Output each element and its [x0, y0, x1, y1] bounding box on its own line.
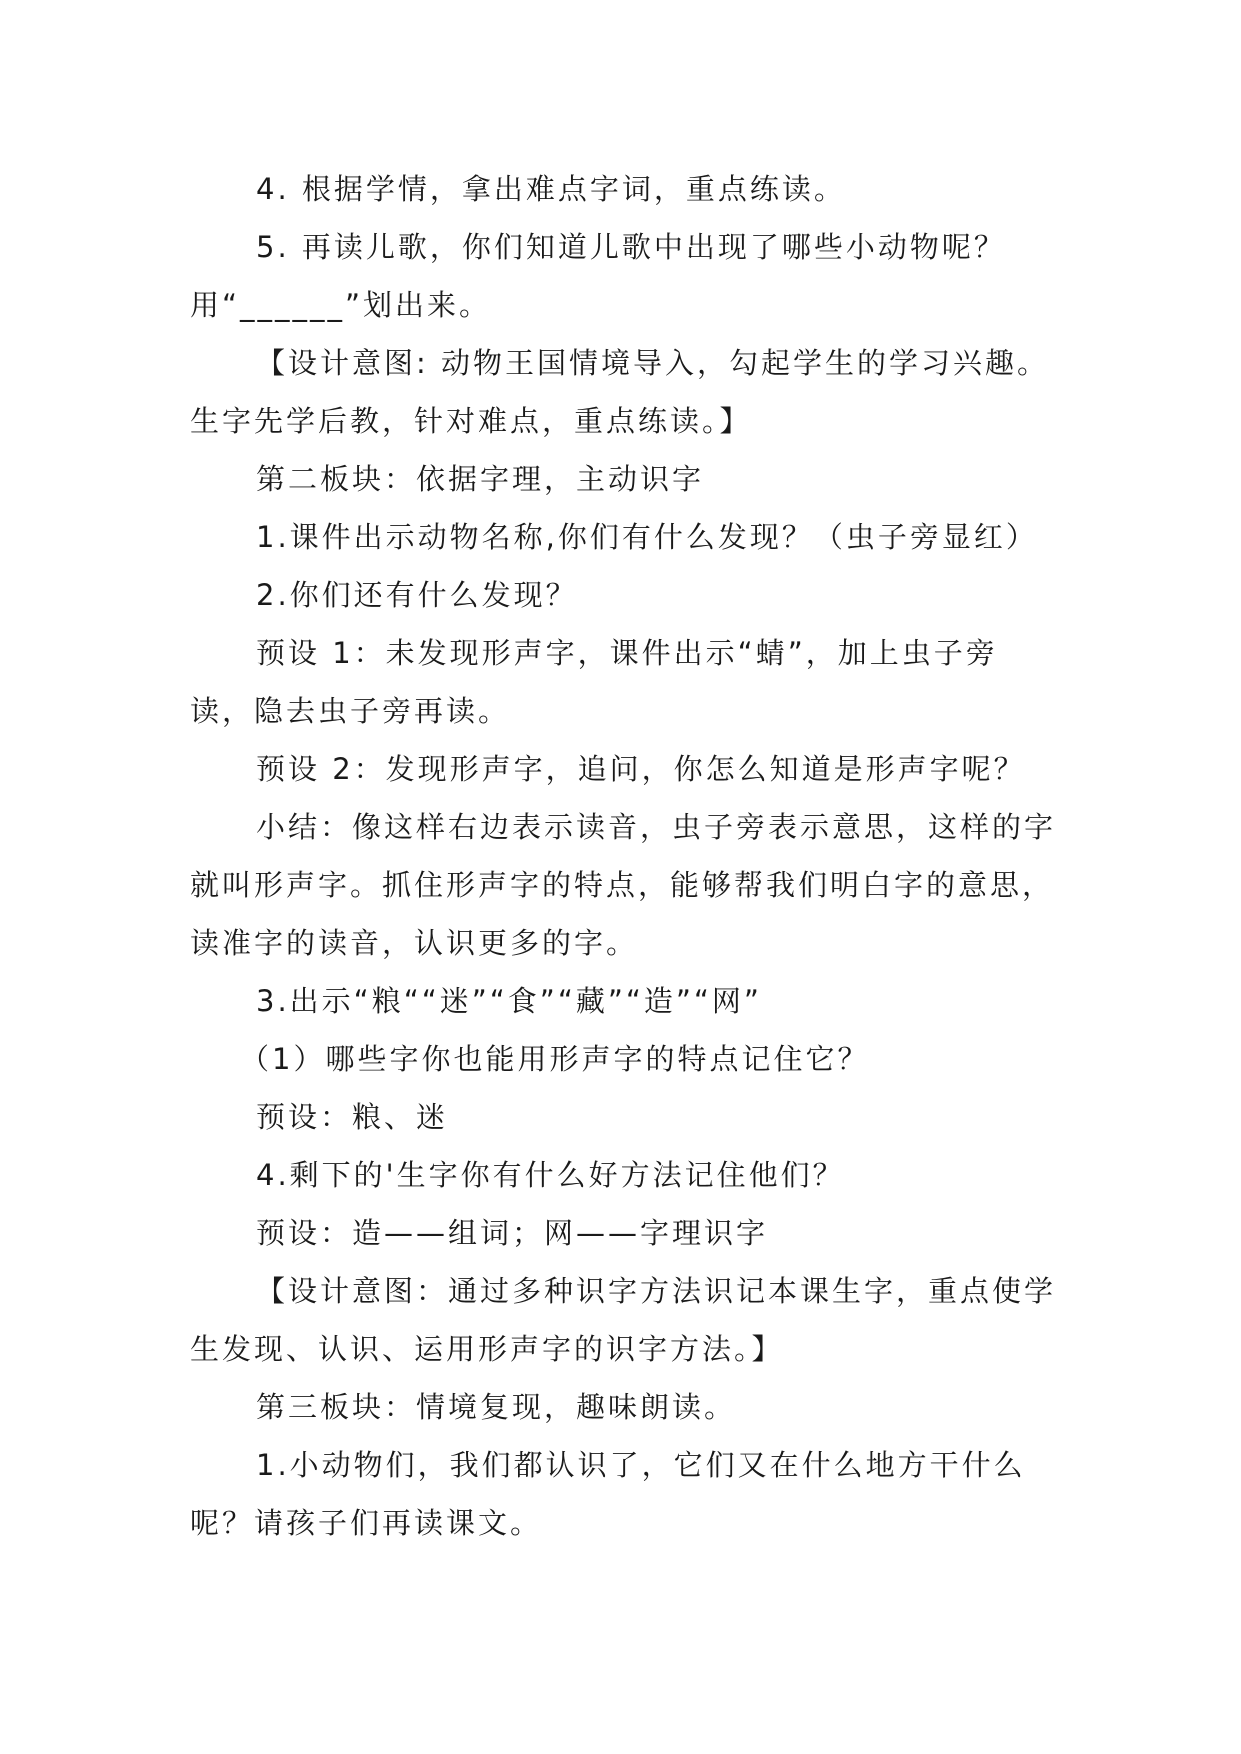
design-intent-1: 【设计意图: 动物王国情境导入，勾起学生的学习兴趣。生字先学后教，针对难点，重点练读。】 — [190, 346, 1049, 438]
section-2-step-3: 3.出示“粮““迷”“食”“藏”“造”“网” — [256, 984, 762, 1018]
section-3-heading: 第三板块：情境复现，趣味朗读。 — [256, 1390, 737, 1424]
section-2-step-2: 2.你们还有什么发现？ — [256, 578, 578, 612]
section-2-step-1: 1.课件出示动物名称,你们有什么发现？（虫子旁显红） — [256, 520, 1038, 554]
document-body — [190, 160, 1060, 1552]
preset-answer-2: 预设：造——组词；网——字理识字 — [256, 1216, 769, 1250]
preset-answer-1: 预设：粮、迷 — [256, 1100, 449, 1134]
step-4-paragraph: 4. 根据学情，拿出难点字词，重点练读。 — [256, 172, 846, 206]
design-intent-2: 【设计意图：通过多种识字方法识记本课生字，重点使学生发现、认识、运用形声字的识字方法。】 — [190, 1274, 1057, 1366]
summary-paragraph: 小结：像这样右边表示读音，虫子旁表示意思，这样的字就叫形声字。抓住形声字的特点，能够帮我们明白字的意思，读准字的读音，认识更多的字。 — [190, 810, 1057, 960]
preset-2-paragraph: 预设 2：发现形声字，追问，你怎么知道是形声字呢？ — [256, 752, 1026, 786]
sub-question-1: （1）哪些字你也能用形声字的特点记住它？ — [240, 1042, 870, 1076]
section-3-step-1: 1.小动物们，我们都认识了，它们又在什么地方干什么呢？请孩子们再读课文。 — [190, 1448, 1026, 1540]
step-5-paragraph: 5. 再读儿歌，你们知道儿歌中出现了哪些小动物呢？用“______”划出来。 — [190, 230, 1006, 322]
section-2-heading: 第二板块：依据字理，主动识字 — [256, 462, 705, 496]
preset-1-paragraph: 预设 1：未发现形声字，课件出示“蜻”，加上虫子旁读，隐去虫子旁再读。 — [190, 636, 998, 728]
section-2-step-4: 4.剩下的'生字你有什么好方法记住他们？ — [256, 1158, 845, 1192]
